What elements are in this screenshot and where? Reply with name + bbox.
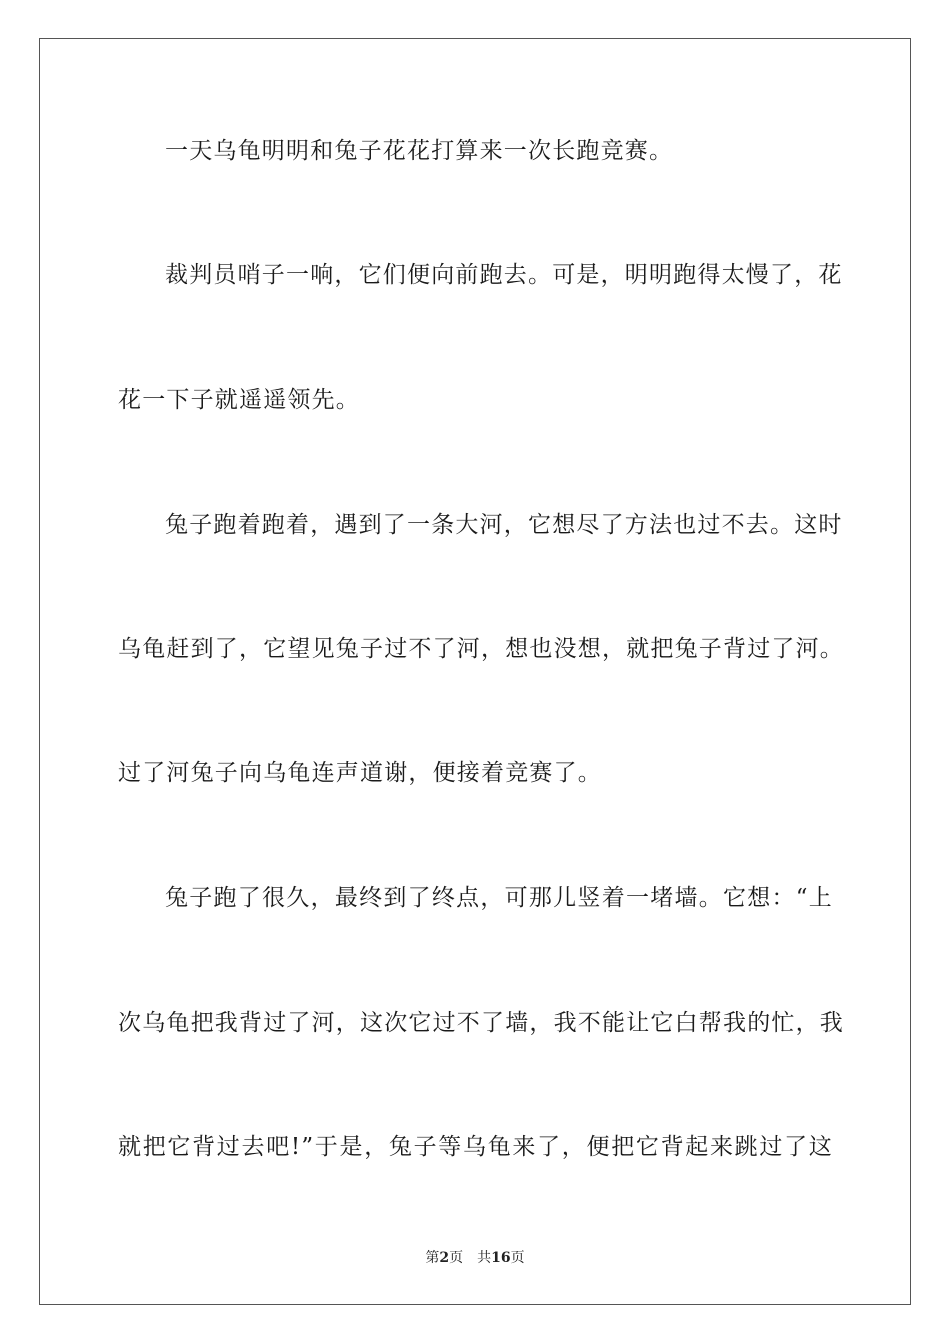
total-page-count: 16 — [491, 1250, 511, 1266]
page-suffix: 页 — [449, 1250, 464, 1266]
paragraph-4-line-1: 兔子跑了很久，最终到了终点，可那儿竖着一堵墙。它想：“上 — [165, 885, 833, 911]
current-page-number: 2 — [439, 1250, 450, 1266]
page-border — [39, 38, 911, 1305]
paragraph-4-line-2: 次乌龟把我背过了河，这次它过不了墙，我不能让它白帮我的忙，我 — [118, 1010, 844, 1036]
paragraph-3-line-1: 兔子跑着跑着，遇到了一条大河，它想尽了方法也过不去。这时 — [165, 512, 843, 538]
paragraph-1-line-1: 一天乌龟明明和兔子花花打算来一次长跑竞赛。 — [165, 138, 674, 164]
total-suffix: 页 — [510, 1250, 525, 1266]
total-prefix: 共 — [477, 1250, 492, 1266]
page-number-footer — [0, 1247, 950, 1267]
paragraph-3-line-3: 过了河兔子向乌龟连声道谢，便接着竞赛了。 — [118, 760, 602, 786]
paragraph-2-line-2: 花一下子就遥遥领先。 — [118, 387, 360, 413]
page-prefix: 第 — [425, 1250, 440, 1266]
paragraph-2-line-1: 裁判员哨子一响，它们便向前跑去。可是，明明跑得太慢了，花 — [165, 262, 843, 288]
paragraph-3-line-2: 乌龟赶到了，它望见兔子过不了河，想也没想，就把兔子背过了河。 — [118, 636, 844, 662]
paragraph-4-line-3: 就把它背过去吧!”于是，兔子等乌龟来了，便把它背起来跳过了这 — [118, 1134, 833, 1160]
